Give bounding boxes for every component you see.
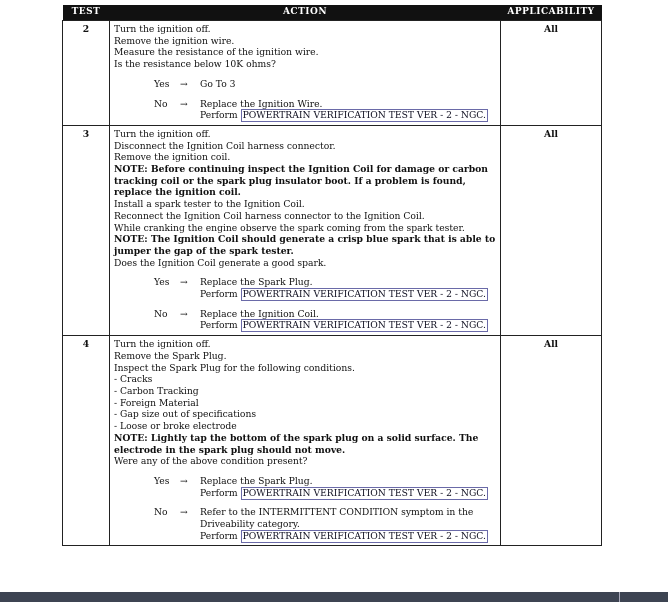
action-cell bbox=[110, 21, 501, 126]
step: While cranking the engine observe the spark coming from the spark tester. bbox=[114, 222, 465, 234]
no-label: No bbox=[154, 507, 168, 519]
yes-result bbox=[114, 476, 496, 499]
perform-label: Perform bbox=[200, 320, 238, 332]
perform-label: Perform bbox=[200, 530, 238, 542]
arrow-icon: → bbox=[180, 475, 188, 487]
yes-text[interactable]: Go To 3 bbox=[200, 78, 236, 90]
test-number: 3 bbox=[63, 125, 110, 335]
yes-result bbox=[114, 277, 496, 300]
yes-text: Replace the Spark Plug. bbox=[200, 277, 313, 289]
applicability: All bbox=[501, 125, 602, 335]
condition: - Cracks bbox=[114, 374, 153, 386]
step: Inspect the Spark Plug for the following conditions. bbox=[114, 362, 355, 374]
yes-text: Replace the Spark Plug. bbox=[200, 475, 313, 487]
verification-test-link[interactable]: POWERTRAIN VERIFICATION TEST VER - 2 - NGC. bbox=[242, 320, 486, 332]
arrow-icon: → bbox=[180, 277, 188, 289]
arrow-icon: → bbox=[180, 308, 188, 320]
perform-label: Perform bbox=[200, 110, 238, 122]
step: Turn the ignition off. bbox=[114, 24, 211, 35]
arrow-icon: → bbox=[180, 98, 188, 110]
step: Turn the ignition off. bbox=[114, 339, 211, 351]
action-cell bbox=[110, 125, 501, 335]
verification-test-link[interactable]: POWERTRAIN VERIFICATION TEST VER - 2 - NGC. bbox=[242, 289, 486, 301]
yes-label: Yes bbox=[154, 78, 170, 90]
arrow-icon: → bbox=[180, 78, 188, 90]
step: Remove the ignition wire. bbox=[114, 35, 235, 47]
step: Remove the ignition coil. bbox=[114, 152, 231, 164]
verification-test-link[interactable]: POWERTRAIN VERIFICATION TEST VER - 2 - NGC. bbox=[242, 110, 486, 122]
table-row bbox=[63, 125, 602, 335]
test-number: 2 bbox=[63, 21, 110, 126]
applicability: All bbox=[501, 21, 602, 126]
action-cell bbox=[110, 336, 501, 546]
condition: - Foreign Material bbox=[114, 397, 199, 409]
header-action: ACTION bbox=[110, 5, 501, 21]
step: Disconnect the Ignition Coil harness connector. bbox=[114, 140, 336, 152]
no-label: No bbox=[154, 98, 168, 110]
yes-result bbox=[114, 79, 496, 91]
note: NOTE: The Ignition Coil should generate a crisp blue spark that is able to jumper the gap of the spark tester. bbox=[114, 234, 496, 257]
step: Install a spark tester to the Ignition Coil. bbox=[114, 199, 305, 211]
toolbar-divider bbox=[619, 592, 620, 602]
no-text: Replace the Ignition Wire. bbox=[200, 98, 323, 110]
test-number: 4 bbox=[63, 336, 110, 546]
header-test: TEST bbox=[63, 5, 110, 21]
bottom-toolbar bbox=[0, 592, 668, 602]
condition: - Carbon Tracking bbox=[114, 385, 199, 397]
step: Is the resistance below 10K ohms? bbox=[114, 59, 276, 71]
condition: - Gap size out of specifications bbox=[114, 409, 257, 421]
no-result bbox=[114, 99, 496, 122]
diagnostic-table bbox=[62, 5, 602, 546]
step: Turn the ignition off. bbox=[114, 128, 211, 140]
step: Measure the resistance of the ignition wire. bbox=[114, 47, 319, 59]
no-result bbox=[114, 309, 496, 332]
perform-label: Perform bbox=[200, 289, 238, 301]
no-result bbox=[114, 507, 496, 542]
step: Reconnect the Ignition Coil harness connector to the Ignition Coil. bbox=[114, 210, 425, 222]
verification-test-link[interactable]: POWERTRAIN VERIFICATION TEST VER - 2 - NGC. bbox=[242, 530, 486, 542]
no-label: No bbox=[154, 308, 168, 320]
step: Remove the Spark Plug. bbox=[114, 350, 227, 362]
arrow-icon: → bbox=[180, 507, 188, 519]
table-row bbox=[63, 21, 602, 126]
condition: - Loose or broke electrode bbox=[114, 421, 237, 433]
verification-test-link[interactable]: POWERTRAIN VERIFICATION TEST VER - 2 - NGC. bbox=[242, 487, 486, 499]
no-text: Refer to the INTERMITTENT CONDITION symptom in the Driveability category. bbox=[200, 507, 474, 531]
header-applicability: APPLICABILITY bbox=[501, 5, 602, 21]
note: NOTE: Lightly tap the bottom of the spark plug on a solid surface. The electrode in the spark plug should not move. bbox=[114, 432, 479, 456]
note: NOTE: Before continuing inspect the Ignition Coil for damage or carbon tracking coil or the spark plug insulator boot. If a problem is found, replace the ignition coil. bbox=[114, 164, 488, 199]
yes-label: Yes bbox=[154, 475, 170, 487]
applicability: All bbox=[501, 336, 602, 546]
table-row bbox=[63, 336, 602, 546]
no-text: Replace the Ignition Coil. bbox=[200, 308, 319, 320]
step: Does the Ignition Coil generate a good spark. bbox=[114, 257, 327, 269]
step: Were any of the above condition present? bbox=[114, 456, 308, 468]
header-row bbox=[63, 5, 602, 21]
yes-label: Yes bbox=[154, 277, 170, 289]
perform-label: Perform bbox=[200, 487, 238, 499]
